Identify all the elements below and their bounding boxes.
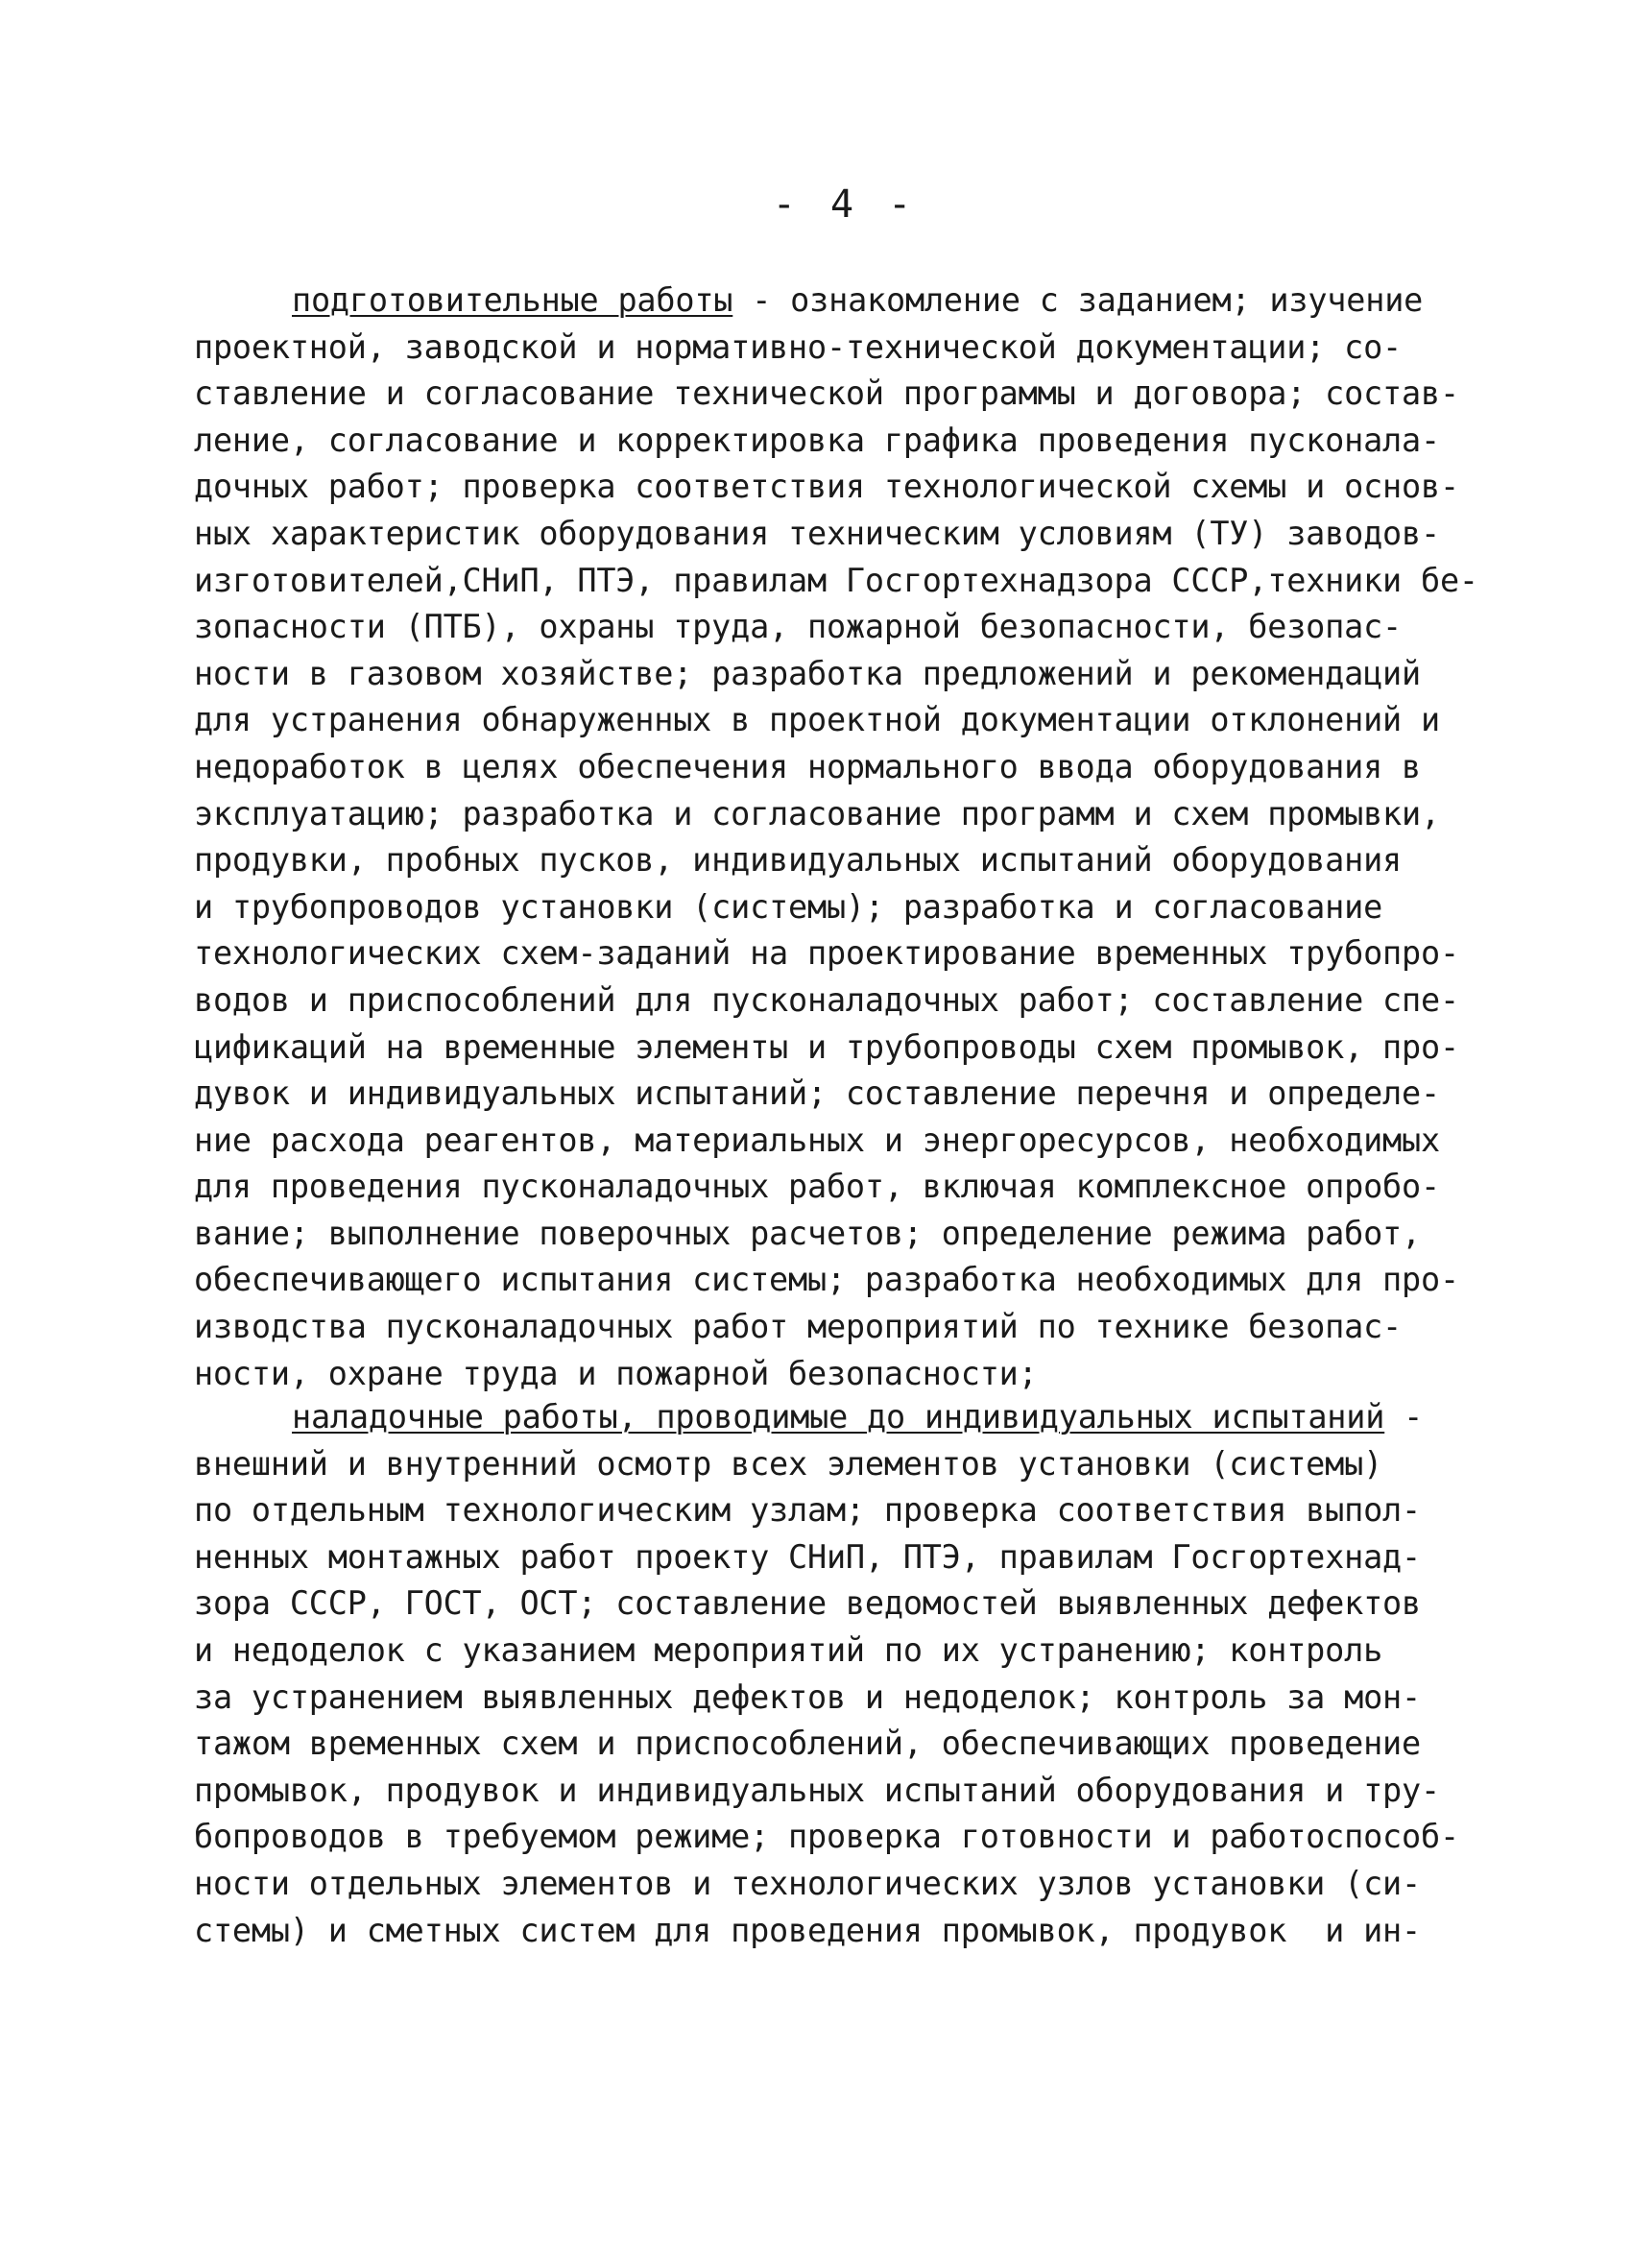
paragraph-first-line — [194, 277, 1500, 325]
text-line: дувок и индивидуальных испытаний; составление перечня и определе- — [194, 1074, 1440, 1113]
text-line: водов и приспособлений для пусконаладочных работ; составление спе- — [194, 980, 1459, 1019]
section-heading: наладочные работы, проводимые до индивидуальных испытаний — [292, 1398, 1385, 1436]
text-line: ление, согласование и корректировка графика проведения пусконала- — [194, 421, 1440, 459]
text-line: эксплуатацию; разработка и согласование программ и схем промывки, — [194, 794, 1440, 832]
text-line: вание; выполнение поверочных расчетов; определение режима работ, — [194, 1214, 1421, 1252]
text-line: продувки, пробных пусков, индивидуальных испытаний оборудования — [194, 841, 1403, 880]
text-line: ненных монтажных работ проекту СНиП, ПТЭ, правилам Госгортехнад- — [194, 1537, 1421, 1576]
text-line: тажом временных схем и приспособлений, обеспечивающих проведение — [194, 1725, 1421, 1763]
heading-continuation: - ознакомление с заданием; изучение — [732, 281, 1424, 319]
text-line: ности, охране труда и пожарной безопасности; — [194, 1354, 1038, 1392]
text-line: ставление и согласование технической программы и договора; состав- — [194, 374, 1459, 413]
text-line: стемы) и сметных систем для проведения промывок, продувок и ин- — [194, 1911, 1421, 1949]
text-line: ности в газовом хозяйстве; разработка предложений и рекомендаций — [194, 654, 1421, 692]
text-line: ние расхода реагентов, материальных и энергоресурсов, необходимых — [194, 1121, 1440, 1159]
section-adjustment-works — [194, 1394, 1500, 1954]
text-line: изводства пусконаладочных работ мероприятий по технике безопас- — [194, 1308, 1403, 1346]
text-line: зопасности (ПТБ), охраны труда, пожарной безопасности, безопас- — [194, 608, 1403, 646]
text-line: дочных работ; проверка соответствия технологической схемы и основ- — [194, 468, 1459, 506]
paragraph-body — [194, 1441, 1500, 1955]
text-line: ности отдельных элементов и технологических узлов установки (си- — [194, 1864, 1421, 1902]
text-line: зора СССР, ГОСТ, ОСТ; составление ведомостей выявленных дефектов — [194, 1584, 1421, 1623]
text-line: и недоделок с указанием мероприятий по их устранению; контроль — [194, 1630, 1383, 1669]
paragraph-first-line — [194, 1394, 1500, 1441]
text-line: для устранения обнаруженных в проектной документации отклонений и — [194, 701, 1440, 739]
page-number: - 4 - — [772, 182, 918, 227]
text-line: и трубопроводов установки (системы); разработка и согласование — [194, 887, 1383, 926]
text-line: за устранением выявленных дефектов и недоделок; контроль за мон- — [194, 1677, 1421, 1716]
text-line: промывок, продувок и индивидуальных испытаний оборудования и тру- — [194, 1771, 1440, 1809]
text-line: внешний и внутренний осмотр всех элементов установки (системы) — [194, 1444, 1383, 1483]
text-line: недоработок в целях обеспечения нормального ввода оборудования в — [194, 747, 1421, 785]
section-heading: подготовительные работы — [292, 281, 733, 319]
text-line: изготовителей,СНиП, ПТЭ, правилам Госгортехнадзора СССР,техники бе- — [194, 561, 1478, 599]
text-line: для проведения пусконаладочных работ, включая комплексное опробо- — [194, 1168, 1440, 1206]
text-line: проектной, заводской и нормативно-технической документации; со- — [194, 327, 1403, 366]
text-line: обеспечивающего испытания системы; разработка необходимых для про- — [194, 1261, 1459, 1299]
text-line: технологических схем-заданий на проектирование временных трубопро- — [194, 934, 1459, 973]
section-preparatory-works — [194, 277, 1500, 1397]
text-line: бопроводов в требуемом режиме; проверка готовности и работоспособ- — [194, 1818, 1459, 1856]
paragraph-body — [194, 325, 1500, 1398]
text-line: ных характеристик оборудования техническим условиям (ТУ) заводов- — [194, 514, 1440, 552]
text-line: по отдельным технологическим узлам; проверка соответствия выпол- — [194, 1491, 1421, 1530]
text-line: цификаций на временные элементы и трубопроводы схем промывок, про- — [194, 1027, 1459, 1066]
heading-continuation: - — [1384, 1398, 1424, 1436]
